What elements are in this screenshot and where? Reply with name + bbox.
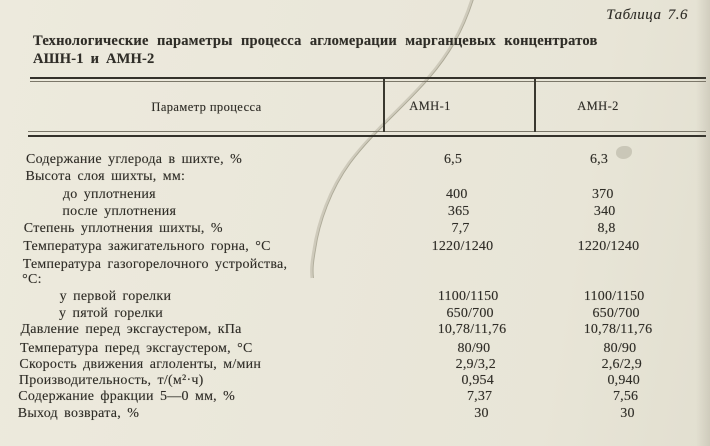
row-value-amn2: 8,8 bbox=[597, 221, 616, 236]
table-number-label: Таблица 7.6 bbox=[606, 7, 688, 23]
row-value-amn1: 80/90 bbox=[457, 341, 491, 356]
row-value-amn2: 6,3 bbox=[589, 152, 609, 167]
table-title bbox=[33, 33, 697, 68]
table-top-rule bbox=[30, 77, 706, 79]
row-value-amn2: 10,78/11,76 bbox=[583, 322, 653, 337]
table-row bbox=[0, 322, 710, 339]
row-label: Температура газогорелочного устройства, bbox=[22, 257, 288, 272]
table-row bbox=[0, 357, 710, 374]
row-value-amn1: 0,954 bbox=[461, 373, 494, 388]
row-label: Температура зажигательного горна, °С bbox=[23, 239, 271, 254]
row-label: Степень уплотнения шихты, % bbox=[23, 221, 223, 236]
table-row bbox=[0, 306, 710, 323]
row-value-amn2: 1100/1150 bbox=[583, 289, 645, 304]
table-row bbox=[0, 406, 710, 423]
row-label: °С: bbox=[22, 272, 42, 287]
table-row bbox=[0, 152, 710, 169]
row-label: Скорость движения аглоленты, м/мин bbox=[19, 357, 262, 372]
row-value-amn2: 2,6/2,9 bbox=[601, 357, 642, 372]
row-label: Температура перед эксгаустером, °С bbox=[19, 341, 253, 356]
row-label: Давление перед эксгаустером, кПа bbox=[20, 322, 242, 337]
table-row bbox=[0, 187, 710, 204]
table-row bbox=[0, 389, 710, 406]
row-value-amn1: 7,37 bbox=[466, 389, 493, 404]
row-value-amn2: 650/700 bbox=[592, 306, 640, 321]
table-title-line1: Технологические параметры процесса агломерации марганцевых концентратов bbox=[33, 33, 598, 49]
row-label: у пятой горелки bbox=[59, 306, 164, 321]
column-header-amn1: АМН-1 bbox=[409, 99, 451, 113]
row-value-amn1: 1220/1240 bbox=[431, 239, 494, 254]
table-row bbox=[0, 373, 710, 390]
row-label: после уплотнения bbox=[62, 204, 177, 219]
table-row bbox=[0, 239, 710, 256]
table-row bbox=[0, 341, 710, 358]
column-header-amn2: АМН-2 bbox=[577, 99, 619, 113]
row-value-amn1: 30 bbox=[474, 406, 489, 421]
table-row bbox=[0, 204, 710, 221]
row-value-amn1: 1100/1150 bbox=[437, 289, 499, 304]
row-label: Высота слоя шихты, мм: bbox=[25, 169, 186, 184]
row-label: Производительность, т/(м²·ч) bbox=[18, 373, 204, 388]
row-label: Содержание углерода в шихте, % bbox=[26, 152, 243, 167]
row-value-amn2: 340 bbox=[593, 204, 616, 219]
row-value-amn2: 1220/1240 bbox=[577, 239, 640, 254]
table-row bbox=[0, 169, 710, 186]
row-value-amn2: 7,56 bbox=[612, 389, 639, 404]
row-label: до уплотнения bbox=[62, 187, 156, 202]
row-value-amn1: 400 bbox=[445, 187, 468, 202]
row-value-amn1: 7,7 bbox=[451, 221, 470, 236]
column-header-parameter: Параметр процесса bbox=[151, 100, 262, 114]
table-top-rule-shadow bbox=[30, 81, 706, 82]
row-value-amn1: 2,9/3,2 bbox=[455, 357, 496, 372]
table-row bbox=[0, 289, 710, 306]
row-label: Выход возврата, % bbox=[17, 406, 140, 421]
row-value-amn1: 650/700 bbox=[446, 306, 494, 321]
row-value-amn1: 365 bbox=[447, 204, 470, 219]
table-title-line2: АШН-1 и АМН-2 bbox=[33, 50, 155, 67]
header-bottom-rule-shadow bbox=[28, 131, 706, 132]
row-value-amn2: 370 bbox=[591, 187, 614, 202]
row-value-amn2: 0,940 bbox=[607, 373, 640, 388]
header-bottom-rule bbox=[28, 135, 706, 137]
row-label: Содержание фракции 5—0 мм, % bbox=[18, 389, 236, 404]
row-value-amn2: 80/90 bbox=[603, 341, 637, 356]
row-value-amn1: 6,5 bbox=[443, 152, 463, 167]
row-value-amn2: 30 bbox=[620, 406, 635, 421]
table-row bbox=[0, 221, 710, 238]
table-row bbox=[0, 272, 710, 289]
row-label: у первой горелки bbox=[59, 289, 172, 304]
row-value-amn1: 10,78/11,76 bbox=[437, 322, 507, 337]
